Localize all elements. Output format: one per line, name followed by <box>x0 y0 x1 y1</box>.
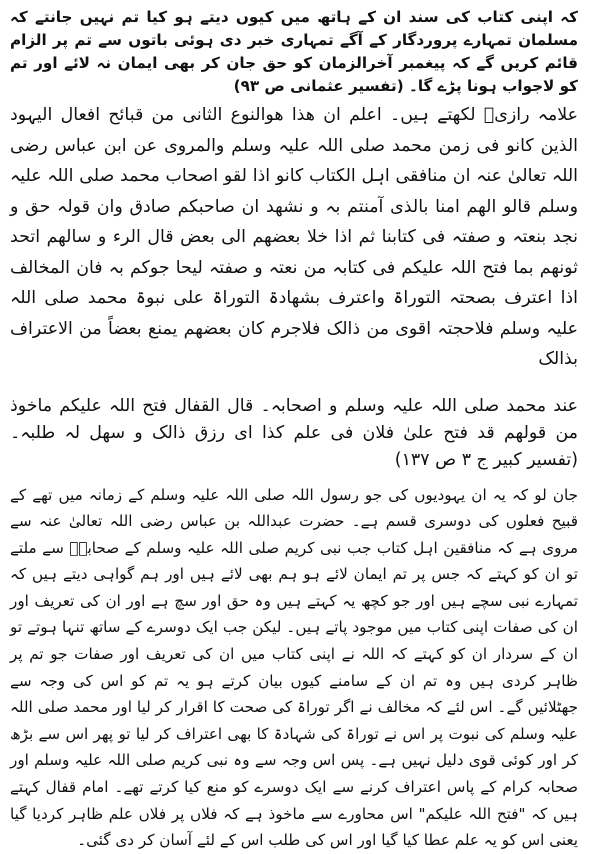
quote-text: اعلم ان ھذا ھوالنوع الثانی من قبائح افعال الیہود الذین کانو فی زمن محمد صلی اللہ علیہ وسلم والمروی عن ابن عباس رضی اللہ تعالیٰ عنہ ان منافقی اہل الکتاب کانو اذا لقو اصحاب محمد صلی اللہ علیہ وسلم قالو الھم امنا بالذی آمنتم بہ و نشھد ان صاحبکم صادق وان قولہ حق و نجد بنعتہ و صفتہ فی کتابنا ثم اذا خلا بعضھم الی بعض قال الرء و سالھم اتحد ثونھم بما فتح اللہ علیکم فی کتابہ من نعتہ و صفتہ لیحا جوکم بہ فان المخالف اذا اعترف بصحتہ التوراۃ واعترف بشھادۃ التوراۃ علی نبوۃ محمد صلی اللہ علیہ وسلم فلاحجتہ اقوی من ذالک فلاجرم کان بعضھم یمنع بعضاً من الاعتراف بذالک <box>10 105 578 369</box>
reference-citation: (تفسیر کبیر ج ۳ ص ۱۳۷) <box>394 449 578 470</box>
arabic-quote-continued <box>10 393 578 474</box>
reference-citation: (تفسیر عثمانی ص ۹۳) <box>233 77 404 95</box>
paragraph-text: جان لو کہ یہ ان یہودیوں کی جو رسول اللہ صلی اللہ علیہ وسلم کے زمانہ میں تھے کے قبیح فعلوں کی دوسری قسم ہے۔ حضرت عبداللہ بن عباس رضی اللہ تعالیٰ عنہ سے مروی ہے کہ منافقین اہل کتاب جب نبی کریم صلی اللہ علیہ وسلم کے صحابہؓ سے ملتے تو ان کو کہتے کہ جس پر تم ایمان لائے ہو ہم بھی لائے ہیں اور ہم گواہی دیتے ہیں کہ تمہارے نبی سچے ہیں اور جو کچھ یہ کہتے ہیں وہ حق اور سچ ہے اور ان کی تعریف اور ان کی صفات اپنی کتاب میں موجود پاتے ہیں۔ لیکن جب ایک دوسرے کے ساتھ تنہا ہوتے تو ان کے سردار ان کو کہتے کہ اللہ نے اپنی کتاب میں ان کی تعریف اور صفات جو تم پر ظاہر کردی ہیں وہ تم ان کے سامنے کیوں بیان کرتے ہو یہ تم کو اس کی وجہ سے جھٹلائیں گے۔ اس لئے کہ مخالف نے اگر توراۃ کی صحت کا اقرار کر لیا اور محمد صلی اللہ علیہ وسلم کی نبوت پر اس نے توراۃ کی شہادۃ کا بھی اعتراف کر لیا تو پھر اس سے بڑھ کر اور کوئی قوی دلیل نہیں ہے۔ پس اس وجہ سے وہ نبی کریم صلی اللہ علیہ وسلم اور صحابہ کرام کے پاس اعتراف کرنے سے ایک دوسرے کو منع کیا کرتے تھے۔ امام قفال کہتے ہیں کہ "فتح اللہ علیکم" اس محاورے سے ماخوذ ہے کہ فلاں پر فلاں علم ظاہر کردیا گیا یعنی اس کو یہ علم عطا کیا گیا اور اس کی طلب اس کے لئے آسان کر دی گئی۔ <box>10 485 578 850</box>
arabic-quote-razi <box>10 100 578 375</box>
urdu-translation-paragraph <box>10 482 578 854</box>
author-intro: علامہ رازیؒ لکھتے ہیں۔ <box>390 105 579 125</box>
quote-text: عند محمد صلی اللہ علیہ وسلم و اصحابہ۔ قال القفال فتح اللہ علیکم ماخوذ من قولھم قد فتح علیٰ فلان فی علم کذا ای رزق ذالک و سھل لہ طلبہ۔ <box>10 395 578 443</box>
paragraph-text: کہ اپنی کتاب کی سند ان کے ہاتھ میں کیوں دیتے ہو کیا تم نہیں جانتے کہ مسلمان تمہارے پروردگار کے آگے تمہاری خبر دی ہوئی باتوں سے تم پر الزام قائم کریں گے کہ پیغمبر آخرالزمان کو حق جان کر بھی ایمان نہ لائے اور تم کو لاجواب ہونا پڑے گا۔ <box>10 8 578 95</box>
urdu-paragraph-usmani <box>10 6 578 98</box>
